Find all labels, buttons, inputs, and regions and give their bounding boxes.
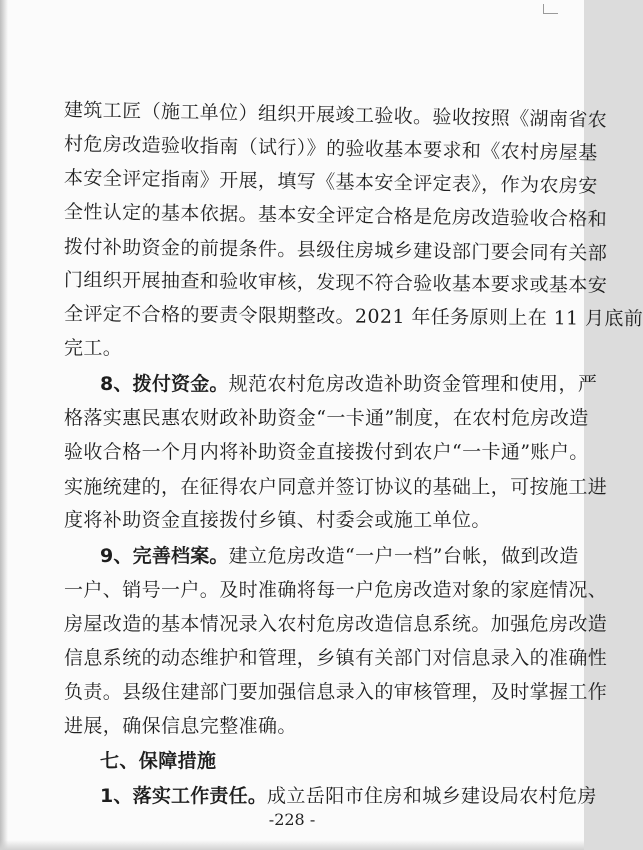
item-1-number: 1、	[100, 785, 133, 807]
body-line: 门组织开展抽查和验收审核，发现不符合验收基本要求或基本安	[63, 269, 608, 297]
body-line: 验收合格一个月内将补助资金直接拨付到农户“一卡通”账户。	[64, 441, 589, 463]
item-8-title: 拨付资金。	[132, 373, 229, 395]
body-line: 格落实惠民惠农财政补助资金“一卡通”制度，在农村危房改造	[64, 407, 589, 429]
body-line: 一户、销号一户。及时准确将每一户危房改造对象的家庭情况、	[64, 579, 608, 601]
body-line: 进展，确保信息完整准确。	[64, 715, 297, 737]
body-line: 建筑工匠（施工单位）组织开展竣工验收。验收按照《湖南省农	[63, 99, 608, 132]
body-line: 拨付补助资金的前提条件。县级住房城乡建设部门要会同有关部	[63, 236, 608, 265]
item-9-title: 完善档案。	[132, 545, 229, 567]
item-9-text: 建立危房改造“一户一档”台帐，做到改造	[228, 545, 579, 567]
corner-mark	[543, 4, 558, 14]
body-line: 完工。	[64, 337, 123, 359]
item-8-number: 8、	[100, 373, 133, 395]
item-1-title: 落实工作责任。	[132, 785, 268, 807]
body-line: 信息系统的动态维护和管理，乡镇有关部门对信息录入的准确性	[64, 647, 608, 669]
item-8-first-line	[100, 371, 597, 397]
section-7-heading: 七、保障措施	[100, 750, 217, 772]
item-1-text: 成立岳阳市住房和城乡建设局农村危房	[267, 785, 597, 807]
body-line: 度将补助资金直接拨付乡镇、村委会或施工单位。	[64, 509, 491, 531]
item-9-number: 9、	[100, 545, 133, 567]
body-line: 村危房改造验收指南（试行）》的验收基本要求和《农村房屋基	[63, 133, 598, 165]
page-number: -228 -	[268, 810, 316, 829]
scan-bottom-shadow	[0, 840, 584, 850]
body-line: 实施统建的，在征得农户同意并签订协议的基础上，可按施工进	[64, 476, 608, 498]
body-line: 全性认定的基本依据。基本安全评定合格是危房改造验收合格和	[63, 201, 608, 231]
body-line: 负责。县级住建部门要加强信息录入的审核管理，及时掌握工作	[64, 681, 608, 703]
item-8-text: 规范农村危房改造补助资金管理和使用，严	[228, 373, 598, 395]
body-line: 房屋改造的基本情况录入农村危房改造信息系统。加强危房改造	[64, 613, 608, 635]
body-line: 本安全评定指南》开展，填写《基本安全评定表》，作为农房安	[63, 167, 598, 198]
item-9-first-line	[100, 543, 579, 569]
body-line: 全评定不合格的要责令限期整改。2021 年任务原则上在 11 月底前	[63, 303, 643, 331]
scan-edge-shadow	[0, 0, 8, 850]
item-1-first-line	[100, 783, 597, 809]
